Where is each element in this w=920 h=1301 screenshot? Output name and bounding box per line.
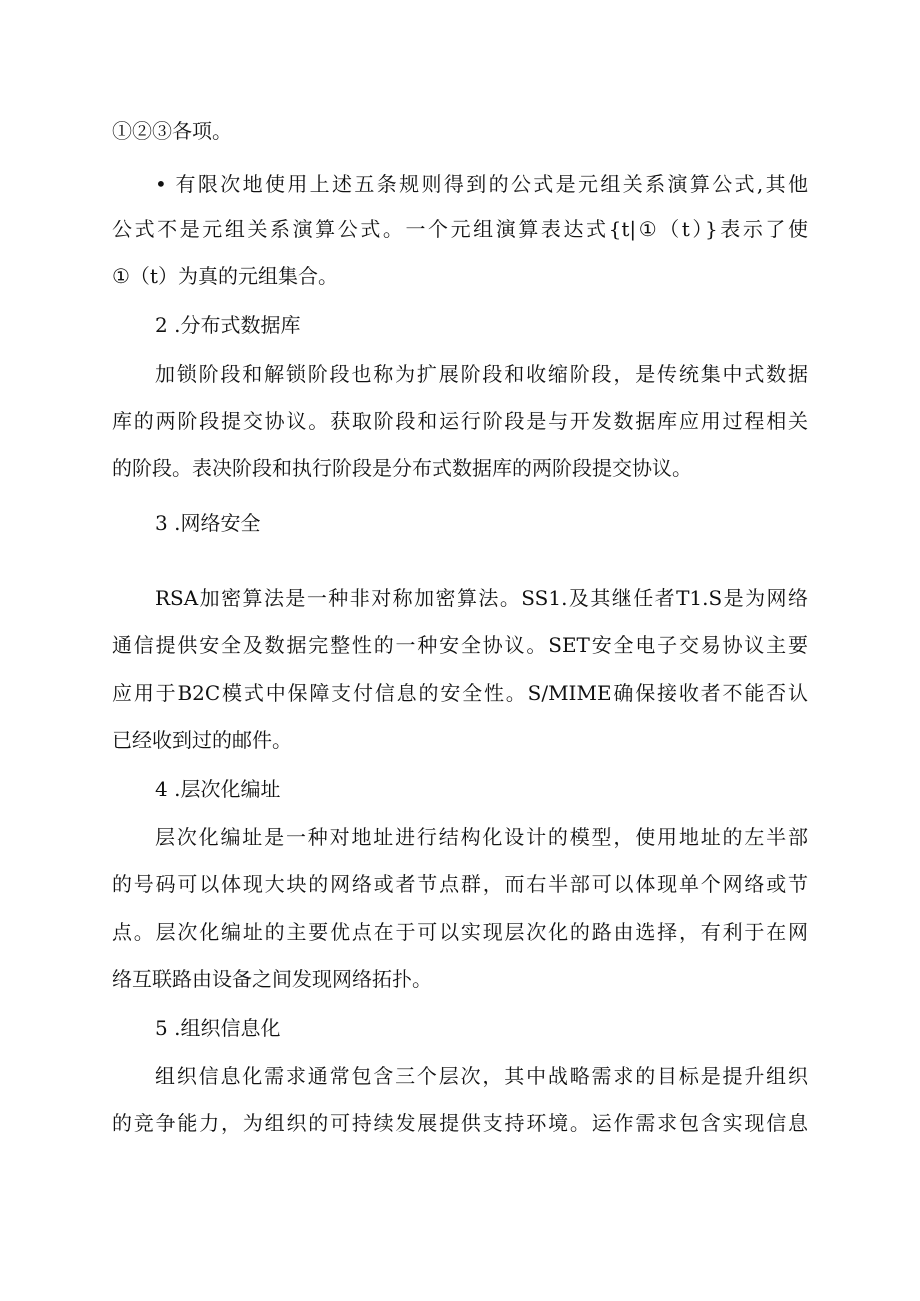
section-heading: 3 .网络安全 [155, 511, 261, 535]
section-heading: 2 .分布式数据库 [155, 313, 301, 337]
paragraph-line: RSA加密算法是一种非对称加密算法。SS1.及其继任者T1.S是为网络 [155, 586, 808, 610]
text-line: 点。层次化编址的主要优点在于可以实现层次化的路由选择，有利于在网 [112, 920, 808, 944]
paragraph-line: 加锁阶段和解锁阶段也称为扩展阶段和收缩阶段，是传统集中式数据 [155, 362, 808, 386]
text-line: 通信提供安全及数据完整性的一种安全协议。SET安全电子交易协议主要 [112, 633, 808, 657]
text-line: ①（t）为真的元组集合。 [112, 264, 338, 288]
text-line: 公式不是元组关系演算公式。一个元组演算表达式{t|①（t）}表示了使 [112, 217, 808, 241]
text-line: ①②③各项。 [112, 119, 232, 143]
text-line: 的竞争能力，为组织的可持续发展提供支持环境。运作需求包含实现信息 [112, 1111, 808, 1135]
text-line: 库的两阶段提交协议。获取阶段和运行阶段是与开发数据库应用过程相关 [112, 409, 808, 433]
bullet-paragraph-line: • 有限次地使用上述五条规则得到的公式是元组关系演算公式,其他 [155, 172, 808, 196]
section-heading: 4 .层次化编址 [155, 777, 281, 801]
text-line: 已经收到过的邮件。 [112, 728, 292, 752]
text-line: 络互联路由设备之间发现网络拓扑。 [112, 967, 432, 991]
paragraph-line: 层次化编址是一种对地址进行结构化设计的模型，使用地址的左半部 [155, 825, 808, 849]
text-line: 的号码可以体现大块的网络或者节点群，而右半部可以体现单个网络或节 [112, 872, 808, 896]
text-line: 的阶段。表决阶段和执行阶段是分布式数据库的两阶段提交协议。 [112, 456, 692, 480]
text-line: 应用于B2C模式中保障支付信息的安全性。S/MIME确保接收者不能否认 [112, 681, 808, 705]
paragraph-line: 组织信息化需求通常包含三个层次，其中战略需求的目标是提升组织 [155, 1064, 808, 1088]
section-heading: 5 .组织信息化 [155, 1016, 281, 1040]
